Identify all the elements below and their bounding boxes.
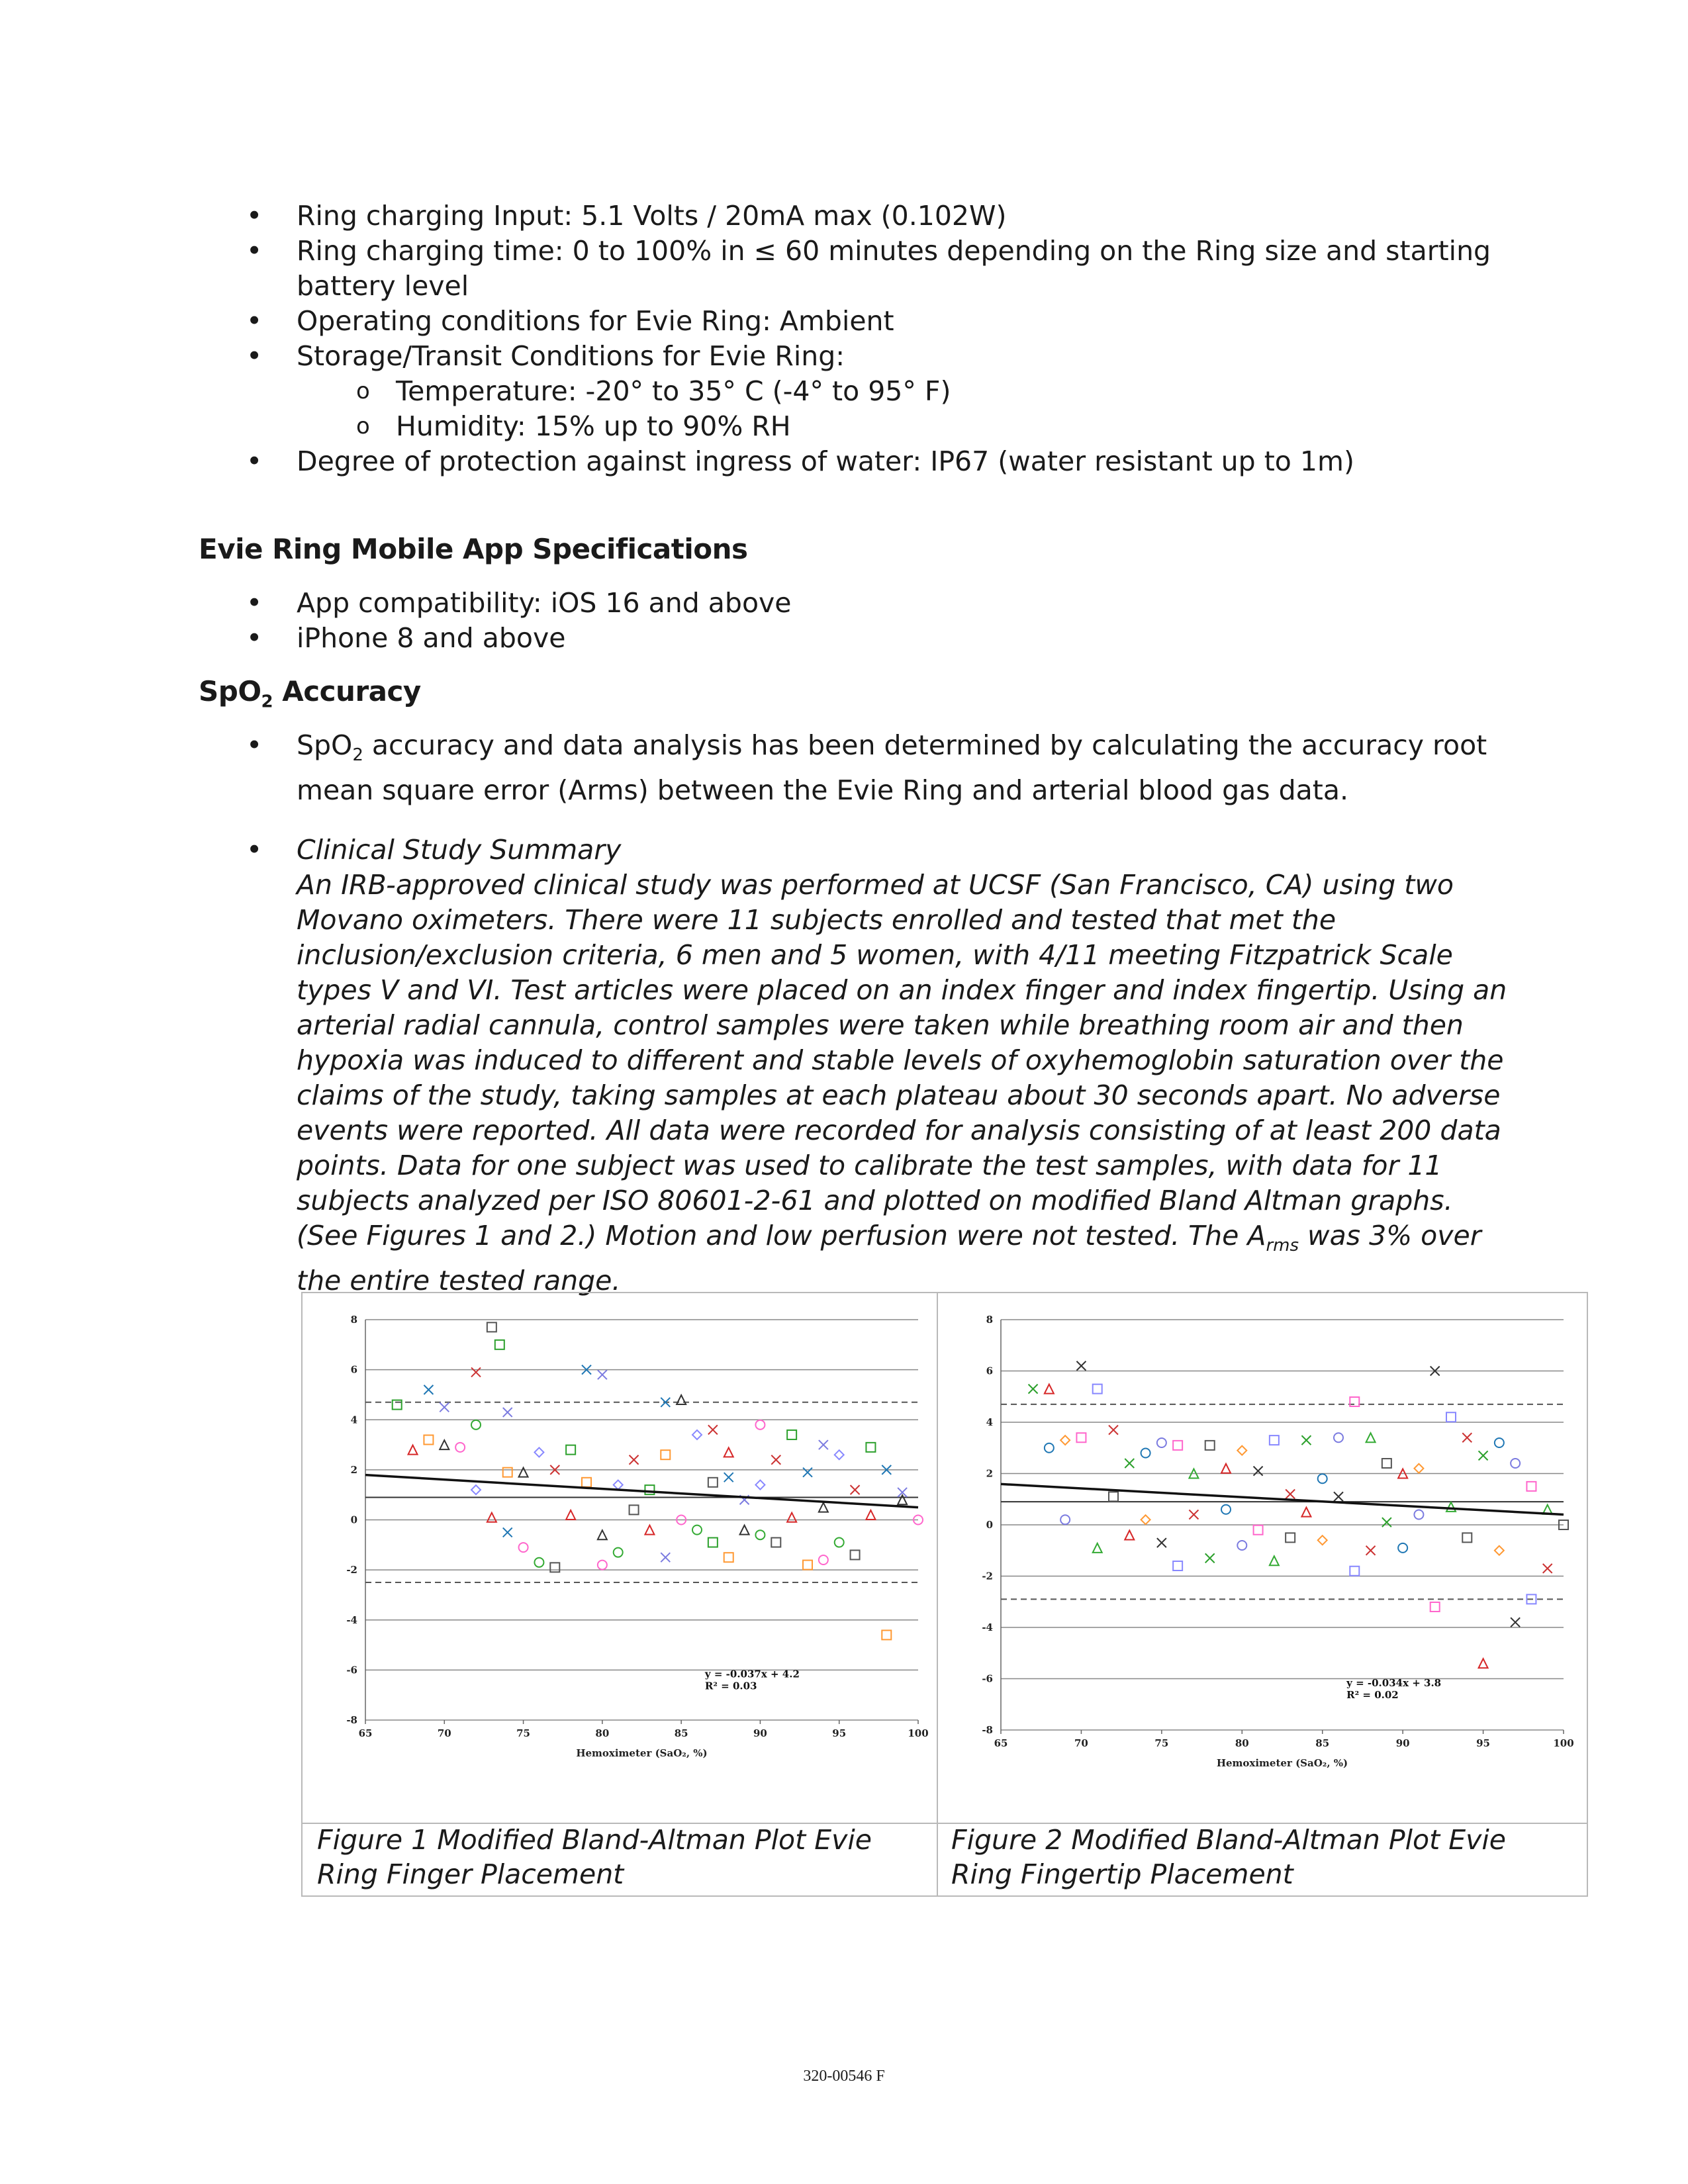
x-tick-label: 80 <box>1235 1737 1249 1749</box>
data-point <box>1350 1397 1359 1406</box>
data-point <box>1446 1502 1456 1512</box>
data-point <box>661 1450 670 1459</box>
data-point <box>1254 1525 1263 1535</box>
fit-equation: y = -0.034x + 3.8 <box>1346 1677 1442 1690</box>
list-item <box>199 339 1509 444</box>
data-point <box>1334 1433 1343 1442</box>
x-tick-label: 95 <box>1476 1737 1491 1749</box>
fit-r2: R² = 0.02 <box>1346 1689 1399 1702</box>
data-point <box>503 1468 512 1477</box>
data-point <box>598 1370 607 1379</box>
data-point <box>487 1322 496 1332</box>
list-item-text: Storage/Transit Conditions for Evie Ring: <box>297 340 845 372</box>
x-tick-label: 70 <box>1074 1737 1088 1749</box>
data-point <box>898 1495 907 1504</box>
data-point <box>1045 1443 1054 1453</box>
y-tick-label: 4 <box>350 1414 357 1426</box>
data-point <box>1076 1433 1086 1442</box>
data-point <box>1221 1505 1231 1514</box>
data-point <box>1205 1441 1215 1450</box>
heading-text: SpO <box>199 675 261 707</box>
data-point <box>424 1435 433 1445</box>
data-point <box>1093 1543 1102 1553</box>
data-point <box>1495 1546 1504 1555</box>
data-point <box>519 1543 528 1552</box>
data-point <box>1430 1602 1440 1612</box>
data-point <box>1414 1510 1423 1520</box>
y-tick-label: -4 <box>982 1621 993 1633</box>
data-point <box>408 1445 418 1455</box>
data-point <box>1157 1438 1166 1447</box>
data-point <box>582 1478 591 1487</box>
y-tick-label: -4 <box>346 1614 357 1626</box>
y-tick-label: -6 <box>982 1672 993 1685</box>
list-item <box>199 728 1509 808</box>
y-tick-label: 0 <box>986 1519 993 1531</box>
data-point <box>819 1503 828 1512</box>
x-axis-label: Hemoximeter (SaO₂, %) <box>1216 1757 1348 1769</box>
data-point <box>495 1340 504 1349</box>
study-text: An IRB-approved clinical study was performed at UCSF (San Francisco, CA) using two Movano oximeters. There were 11 subjects enrolled and tested that met the inclusion/exclusion criteria, 6 men and 5 women, with 4/11 meeting Fitzpatrick Scale types V and VI. Test articles were placed on an index finger and index fingertip. Using an arterial radial cannula, control samples were taken while breathing room air and then hypoxia was induced to different and stable levels of oxyhemoglobin saturation over the claims of the study, taking samples at each plateau about 30 seconds apart. No adverse events were reported. All data were recorded for analysis consisting of at least 200 data points. Data for one subject was used to calibrate the test samples, with data for 11 subjects analyzed per ISO 80601-2-61 and plotted on modified Bland Altman graphs. (See Figures 1 and 2.) Motion and low perfusion were not tested. The A <box>297 869 1507 1251</box>
list-item-text: Degree of protection against ingress of water: IP67 (water resistant up to 1m) <box>297 445 1354 477</box>
data-point <box>503 1527 512 1537</box>
list-item <box>199 304 1509 339</box>
data-point <box>755 1420 765 1430</box>
y-tick-label: 8 <box>986 1314 993 1326</box>
data-point <box>1301 1508 1311 1517</box>
accuracy-subscript: 2 <box>352 745 363 766</box>
x-tick-label: 65 <box>358 1727 373 1739</box>
data-point <box>1366 1546 1376 1555</box>
figure-2-chart <box>951 1306 1577 1823</box>
data-point <box>1398 1543 1407 1553</box>
list-item-text: Ring charging Input: 5.1 Volts / 20mA max (0.102W) <box>297 200 1007 232</box>
data-point <box>1318 1535 1327 1545</box>
data-point <box>835 1538 844 1547</box>
data-point <box>1446 1412 1456 1422</box>
data-point <box>1479 1659 1488 1668</box>
y-tick-label: -6 <box>346 1664 357 1676</box>
data-point <box>1045 1385 1054 1394</box>
x-tick-label: 85 <box>1315 1737 1330 1749</box>
study-title: • Clinical Study Summary <box>297 834 622 866</box>
data-point <box>724 1447 733 1457</box>
data-point <box>1270 1556 1279 1565</box>
data-point <box>787 1430 796 1439</box>
data-point <box>1286 1490 1295 1499</box>
data-point <box>1414 1464 1423 1473</box>
accuracy-text-pre: SpO <box>297 729 353 761</box>
data-point <box>1076 1361 1086 1371</box>
x-tick-label: 95 <box>832 1727 847 1739</box>
sublist-item <box>297 409 1509 444</box>
x-tick-label: 100 <box>908 1727 929 1739</box>
data-point <box>1511 1617 1520 1627</box>
data-point <box>455 1443 465 1452</box>
data-point <box>598 1561 607 1570</box>
list-item <box>199 621 1509 656</box>
data-point <box>771 1538 780 1547</box>
data-point <box>1205 1553 1215 1563</box>
y-tick-label: -8 <box>346 1714 357 1726</box>
list-item-text: Ring charging time: 0 to 100% in ≤ 60 minutes depending on the Ring size and starting battery level <box>297 235 1491 302</box>
list-item <box>199 444 1509 479</box>
app-spec-list <box>199 586 1509 656</box>
data-point <box>708 1478 718 1487</box>
study-list <box>199 833 1509 1298</box>
list-item <box>199 234 1509 304</box>
figure-1-caption: Figure 1 Modified Bland-Altman Plot Evie Ring Finger Placement <box>317 1824 872 1890</box>
data-point <box>1029 1385 1038 1394</box>
list-item <box>199 833 1509 1298</box>
data-point <box>1318 1474 1327 1483</box>
data-point <box>1141 1449 1150 1458</box>
data-point <box>503 1408 512 1417</box>
x-tick-label: 75 <box>1154 1737 1169 1749</box>
data-point <box>1350 1567 1359 1576</box>
heading-text-rest: Accuracy <box>273 675 421 707</box>
data-point <box>724 1473 733 1482</box>
y-tick-label: 2 <box>350 1463 357 1476</box>
data-point <box>1301 1435 1311 1445</box>
accuracy-text: accuracy and data analysis has been determined by calculating the accuracy root mean square error (Arms) between the Evie Ring and arterial blood gas data. <box>297 729 1487 807</box>
data-point <box>1382 1518 1391 1527</box>
data-point <box>440 1402 449 1412</box>
x-axis-label: Hemoximeter (SaO₂, %) <box>576 1747 708 1759</box>
data-point <box>471 1485 481 1494</box>
data-point <box>1060 1515 1070 1524</box>
data-point <box>1141 1515 1150 1524</box>
data-point <box>1109 1492 1118 1501</box>
y-tick-label: 2 <box>986 1467 993 1480</box>
figure-2-caption: Figure 2 Modified Bland-Altman Plot Evie Ring Fingertip Placement <box>951 1824 1506 1890</box>
ring-spec-list <box>199 199 1509 479</box>
data-point <box>803 1561 812 1570</box>
y-tick-label: -2 <box>346 1564 357 1576</box>
data-point <box>819 1440 828 1449</box>
x-tick-label: 70 <box>437 1727 451 1739</box>
data-point <box>1526 1482 1536 1491</box>
data-point <box>1286 1533 1295 1542</box>
y-tick-label: 4 <box>986 1416 993 1428</box>
data-point <box>755 1530 765 1539</box>
list-item-text: iPhone 8 and above <box>297 622 566 654</box>
data-point <box>1125 1459 1134 1468</box>
y-tick-label: -8 <box>982 1724 993 1736</box>
data-point <box>1125 1531 1134 1540</box>
data-point <box>677 1395 686 1404</box>
figure-1-chart <box>316 1306 931 1813</box>
spo2-accuracy-heading <box>199 675 421 711</box>
data-point <box>1173 1561 1182 1570</box>
sublist-item <box>297 374 1509 409</box>
data-point <box>630 1455 639 1465</box>
y-tick-label: 6 <box>986 1365 993 1377</box>
data-point <box>866 1443 875 1452</box>
data-point <box>1543 1564 1552 1573</box>
data-point <box>755 1480 765 1490</box>
data-point <box>835 1450 844 1459</box>
data-point <box>1479 1451 1488 1460</box>
data-point <box>724 1553 733 1562</box>
data-point <box>1157 1538 1166 1547</box>
data-point <box>645 1485 654 1494</box>
data-point <box>550 1563 559 1572</box>
data-point <box>1495 1438 1504 1447</box>
data-point <box>819 1555 828 1565</box>
y-tick-label: -2 <box>982 1570 993 1582</box>
sublist-item-text: Humidity: 15% up to 90% RH <box>396 410 791 442</box>
figure-table <box>301 1292 1588 1897</box>
data-point <box>1462 1433 1472 1442</box>
study-text-end: was 3% over the entire tested range. <box>297 1220 1481 1297</box>
data-point <box>882 1630 891 1639</box>
data-point <box>1334 1492 1343 1501</box>
storage-sublist <box>297 374 1509 444</box>
data-point <box>440 1440 449 1449</box>
data-point <box>851 1485 860 1494</box>
sublist-item-text: Temperature: -20° to 35° C (-4° to 95° F) <box>396 375 951 407</box>
data-point <box>534 1447 543 1457</box>
list-item <box>199 199 1509 234</box>
data-point <box>1366 1433 1376 1442</box>
regression-line <box>365 1475 918 1508</box>
data-point <box>1254 1467 1263 1476</box>
data-point <box>534 1558 543 1567</box>
data-point <box>740 1525 749 1535</box>
data-point <box>614 1480 623 1490</box>
data-point <box>471 1367 481 1377</box>
data-point <box>1109 1426 1118 1435</box>
data-point <box>1462 1533 1472 1542</box>
data-point <box>803 1468 812 1477</box>
y-tick-label: 8 <box>350 1314 357 1326</box>
fit-r2: R² = 0.03 <box>704 1680 757 1692</box>
app-specs-heading: Evie Ring Mobile App Specifications <box>199 533 748 565</box>
data-point <box>851 1550 860 1559</box>
data-point <box>1060 1435 1070 1445</box>
data-point <box>1237 1446 1246 1455</box>
data-point <box>487 1513 496 1522</box>
data-point <box>471 1420 481 1430</box>
list-item <box>199 586 1509 621</box>
data-point <box>645 1525 654 1535</box>
data-point <box>692 1430 702 1439</box>
x-tick-label: 100 <box>1553 1737 1574 1749</box>
data-point <box>692 1525 702 1535</box>
regression-line <box>1001 1484 1564 1514</box>
data-point <box>1382 1459 1391 1468</box>
data-point <box>1270 1435 1279 1445</box>
x-tick-label: 75 <box>516 1727 531 1739</box>
heading-subscript: 2 <box>261 692 273 712</box>
data-point <box>866 1510 875 1520</box>
data-point <box>598 1530 607 1539</box>
data-point <box>1093 1385 1102 1394</box>
document-footer: 320-00546 F <box>803 2068 885 2085</box>
data-point <box>424 1385 433 1394</box>
arms-subscript: rms <box>1266 1236 1299 1256</box>
data-point <box>519 1468 528 1477</box>
data-point <box>771 1455 780 1465</box>
data-point <box>1511 1459 1520 1468</box>
y-tick-label: 0 <box>350 1514 357 1526</box>
x-tick-label: 80 <box>595 1727 610 1739</box>
data-point <box>1237 1541 1246 1550</box>
data-point <box>566 1510 575 1520</box>
accuracy-list <box>199 728 1509 808</box>
x-tick-label: 65 <box>994 1737 1008 1749</box>
data-point <box>787 1513 796 1522</box>
data-point <box>708 1538 718 1547</box>
data-point <box>614 1548 623 1557</box>
y-tick-label: 6 <box>350 1363 357 1376</box>
x-tick-label: 85 <box>674 1727 688 1739</box>
data-point <box>1221 1464 1231 1473</box>
data-point <box>630 1505 639 1514</box>
fit-equation: y = -0.037x + 4.2 <box>704 1668 800 1680</box>
study-paragraph <box>297 868 1509 1298</box>
x-tick-label: 90 <box>1395 1737 1410 1749</box>
x-tick-label: 90 <box>753 1727 767 1739</box>
data-point <box>1173 1441 1182 1450</box>
data-point <box>708 1425 718 1434</box>
list-item-text: Operating conditions for Evie Ring: Ambient <box>297 305 894 337</box>
data-point <box>661 1553 670 1562</box>
data-point <box>393 1400 402 1410</box>
data-point <box>566 1445 575 1455</box>
data-point <box>1189 1510 1198 1520</box>
list-item-text: App compatibility: iOS 16 and above <box>297 587 792 619</box>
